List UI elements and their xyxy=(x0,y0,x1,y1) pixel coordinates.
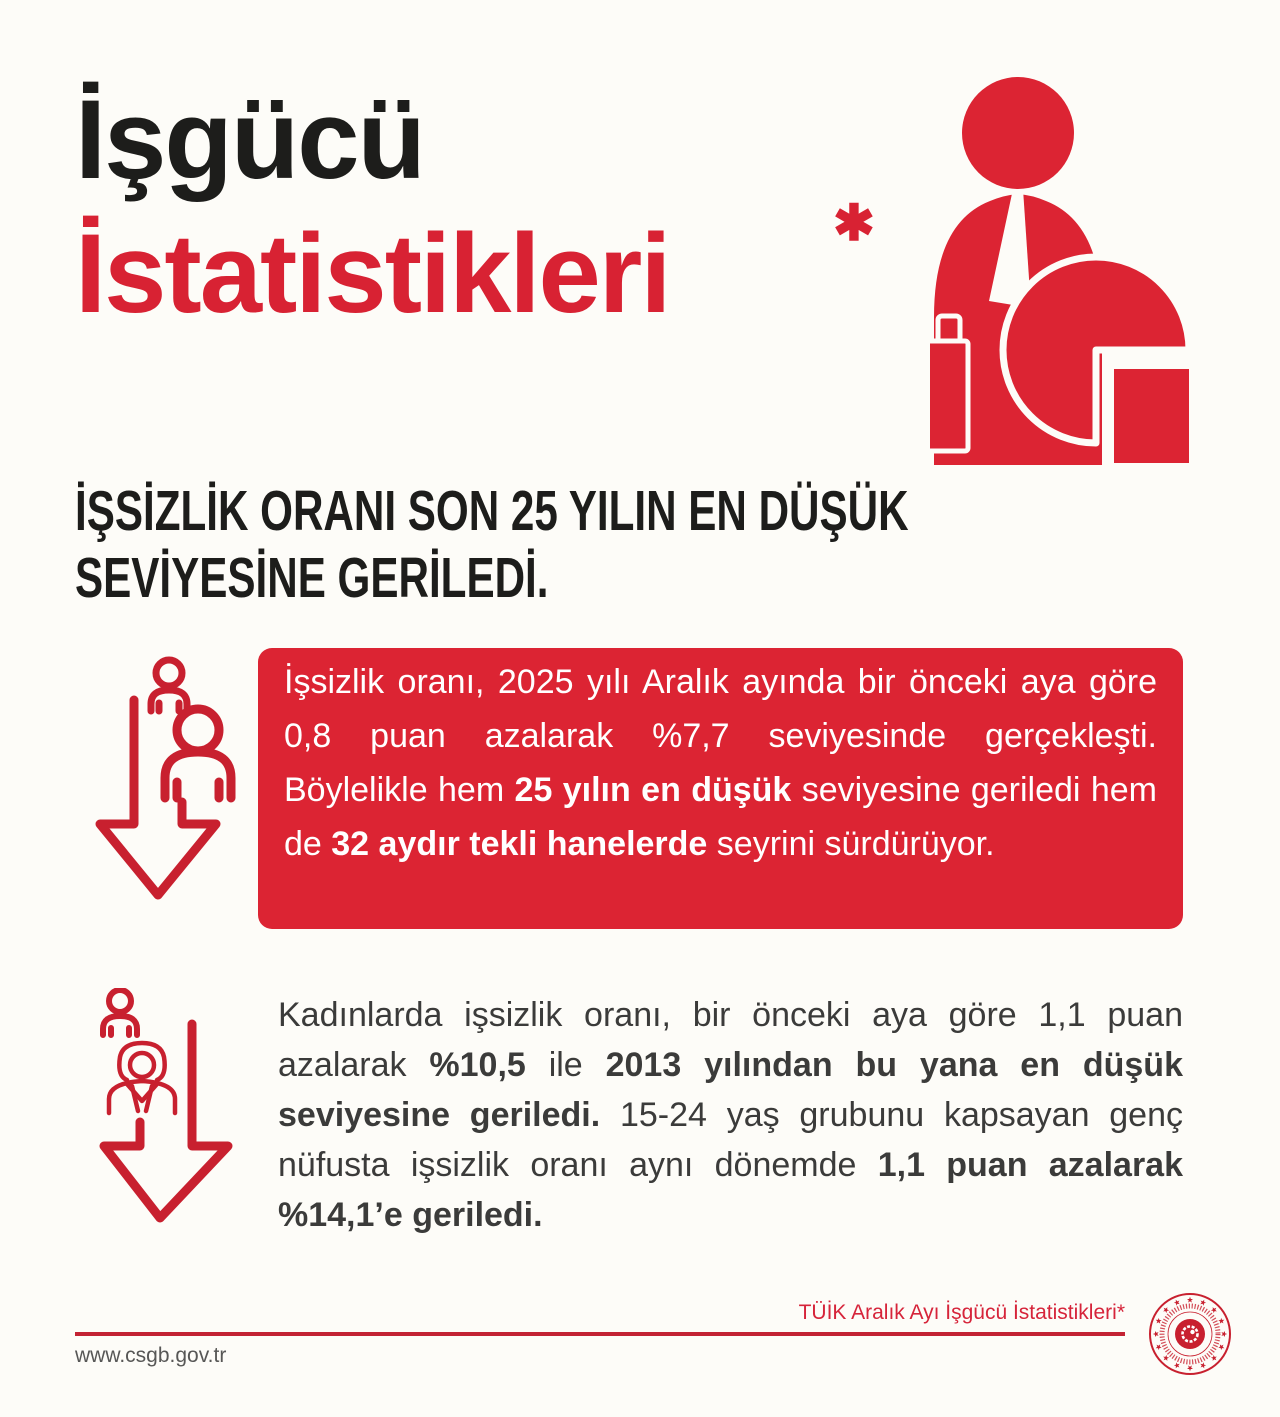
headline xyxy=(75,478,909,612)
women-down-arrow-icon xyxy=(95,988,240,1238)
page-title-line1: İşgücü xyxy=(75,77,424,202)
headline-line1: İŞSİZLİK ORANI SON 25 YILIN EN DÜŞÜK xyxy=(75,479,909,543)
unemployment-rate-highlight-box: İşsizlik oranı, 2025 yılı Aralık ayında bir önceki aya göre 0,8 puan azalarak %7,7 seviyesinde gerçekleşti. Böylelikle hem 25 yılın en düşük seviyesine geriledi hem de 32 aydır tekli hanelerde seyrini sürdürüyor. xyxy=(258,648,1183,929)
ministry-emblem-icon xyxy=(1148,1292,1232,1376)
women-youth-unemployment-paragraph: Kadınlarda işsizlik oranı, bir önceki aya göre 1,1 puan azalarak %10,5 ile 2013 yılından bu yana en düşük seviyesine geriledi. 15-24 yaş grubunu kapsayan genç nüfusta işsizlik oranı aynı dönemde 1,1 puan azalarak %14,1’e geriledi. xyxy=(278,996,1184,1234)
people-down-arrow-icon xyxy=(92,648,242,943)
headline-line2: SEVİYESİNE GERİLEDİ. xyxy=(75,546,549,610)
website-url: www.csgb.gov.tr xyxy=(75,1344,227,1367)
page-title-line2: İstatistikleri xyxy=(75,211,670,336)
businessman-piechart-icon xyxy=(930,73,1192,465)
asterisk-icon: ✱ xyxy=(833,195,875,251)
footer-divider xyxy=(75,1332,1125,1336)
source-note: TÜİK Aralık Ayı İşgücü İstatistikleri* xyxy=(798,1301,1125,1324)
